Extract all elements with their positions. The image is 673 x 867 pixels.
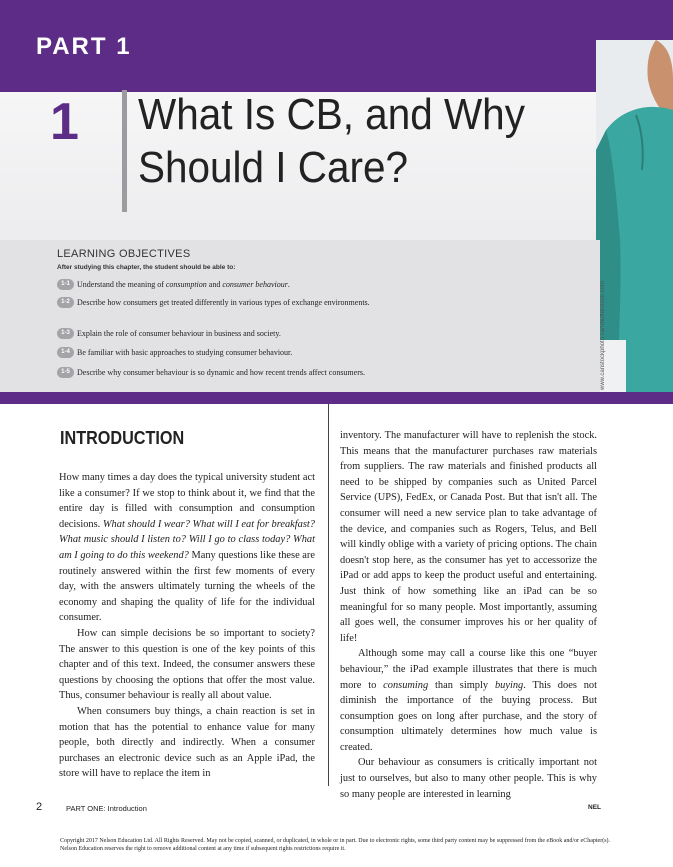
objective-badge: 1-2 — [57, 297, 74, 308]
chapter-opener-photo — [596, 40, 673, 392]
objective-badge: 1-1 — [57, 279, 74, 290]
paragraph: How can simple decisions be so important to society? The answer to this question is one of the key points of this chapter and of this text. Indeed, the consumer answers these questions by choosing the options that offer the most value. Thus, consumer behaviour is really all about value. — [59, 627, 315, 702]
page-number: 2 — [36, 801, 43, 813]
column-divider — [328, 404, 329, 786]
objective-text: Be familiar with basic approaches to studying consumer behaviour. — [77, 348, 293, 357]
running-footer-part: PART ONE: Introduction — [66, 804, 147, 813]
copyright-notice: Copyright 2017 Nelson Education Ltd. All Rights Reserved. May not be copied, scanned, or duplicated, in whole or in part. Due to electronic rights, some third party content may be suppressed from the eBook and/or eChapter(s). Nelson Education reserves the right to remove additional content at any time if subsequent rights restrictions require it. — [60, 838, 611, 852]
objective-badge: 1-5 — [57, 367, 74, 378]
objective-text: Describe why consumer behaviour is so dynamic and how recent trends affect consumers. — [77, 368, 365, 377]
chapter-title-line-1: What Is CB, and Why — [138, 90, 525, 139]
learning-objective-5 — [57, 368, 477, 378]
section-divider-strip — [0, 392, 673, 404]
objective-text: Understand the meaning of consumption and consumer behaviour. — [77, 280, 290, 289]
objective-text: Explain the role of consumer behaviour in business and society. — [77, 329, 281, 338]
paragraph: inventory. The manufacturer will have to replenish the stock. This means that the manufacturer purchases raw materials from suppliers. The raw materials and finished products all need to be shipped by companies such as United Parcel Service (UPS), FedEx, or Canada Post. But that isn't all. The consumer will need a new service plan to take advantage of the device, and companies such as Rogers, Telus, and Bell will kindly oblige with a variety of pricing options. The chain doesn't stop here, as the consumer has yet to accessorize the iPad or add apps to keep the product useful and entertaining. Just think of how something like an iPad can be so meaningful for so many people. Most importantly, assuming all goes well, the consumer improves his or her quality of life! — [340, 430, 597, 644]
body-column-right — [340, 428, 597, 802]
chapter-title-line-2: Should I Care? — [138, 143, 409, 192]
objective-badge: 1-4 — [57, 347, 74, 358]
student-photo-illustration — [596, 40, 673, 392]
body-column-left — [59, 470, 315, 782]
learning-objectives-heading: LEARNING OBJECTIVES — [57, 248, 191, 260]
objective-badge: 1-3 — [57, 328, 74, 339]
title-divider — [122, 90, 127, 212]
learning-objectives-subheading: After studying this chapter, the student should be able to: — [57, 264, 236, 271]
paragraph: Although some may call a course like this one “buyer behaviour,” the iPad example illustrates that there is much more to consuming than simply buying. This does not diminish the importance of the buying process. But consumption goes on long after purchase, and the story of consumption ultimately determines how much value is created. — [340, 648, 597, 753]
publisher-code: NEL — [588, 804, 601, 811]
photo-credit: www.canstockphoto.ca/Shutterstock.com — [600, 280, 606, 390]
paragraph: How many times a day does the typical university student act like a consumer? If we stop to think about it, we find that the entire day is filled with consumption and consumption decisions. What should I wear? What will I eat for breakfast? What music should I listen to? Will I go to class today? What am I going to do this weekend? Many questions like these are routinely answered within the first few moments of every day, with the answers ultimately turning the wheels of the economy and shaping the quality of life for the individual consumer. — [59, 472, 315, 624]
learning-objective-4 — [57, 348, 437, 358]
learning-objective-2 — [57, 298, 437, 308]
introduction-heading: INTRODUCTION — [60, 428, 185, 448]
part-label: PART 1 — [36, 33, 132, 60]
chapter-title — [138, 88, 543, 194]
paragraph: Our behaviour as consumers is critically important not just to ourselves, but also to many other people. This is why so many people are interested in learning — [340, 757, 597, 800]
chapter-number: 1 — [50, 93, 79, 151]
learning-objective-1 — [57, 280, 437, 290]
paragraph: When consumers buy things, a chain reaction is set in motion that has the potential to enhance value for many people, both directly and indirectly. When a consumer purchases an electronic device such as an Apple iPad, the store will have to replace the item in — [59, 705, 315, 780]
learning-objective-3 — [57, 329, 437, 339]
objective-text: Describe how consumers get treated differently in various types of exchange environments. — [77, 298, 370, 307]
